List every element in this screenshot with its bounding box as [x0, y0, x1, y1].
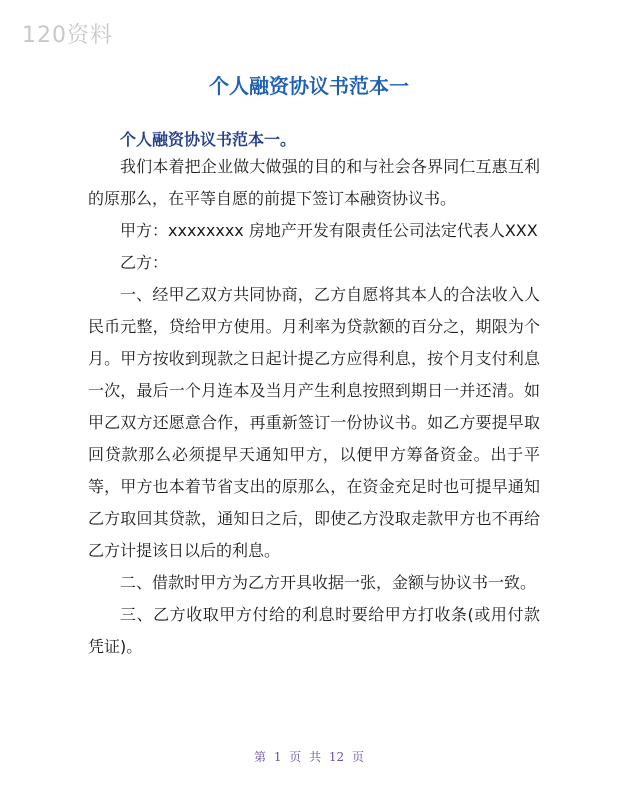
document-title: 个人融资协议书范本一: [209, 74, 409, 98]
paragraph-clause-3: 三、乙方收取甲方付给的利息时要给甲方打收条(或用付款凭证)。: [88, 605, 540, 656]
document-body: [88, 151, 540, 663]
paragraph-clause-1: 一、经甲乙双方共同协商，乙方自愿将其本人的合法收入人民币元整，贷给甲方使用。月利率为贷款额的百分之，期限为个月。甲方按收到现款之日起计提乙方应得利息，按个月支付利息一次，最后一个月连本及当月产生利息按照到期日一并还清。如甲乙双方还愿意合作，再重新签订一份协议书。如乙方要提早取回贷款那么必须提早天通知甲方，以便甲方筹备资金。出于平等，甲方也本着节省支出的原那么，在资金充足时也可提早通知乙方取回其贷款，通知日之后，即使乙方没取走款甲方也不再给乙方计提该日以后的利息。: [88, 285, 540, 560]
paragraph-party-a: 甲方：xxxxxxxx 房地产开发有限责任公司法定代表人XXX: [120, 221, 538, 240]
paragraph-party-b: 乙方：: [120, 253, 169, 272]
watermark: 120资料: [22, 23, 113, 48]
section-heading: 个人融资协议书范本一。: [120, 130, 297, 149]
paragraph-intro: 我们本着把企业做大做强的目的和与社会各界同仁互惠互利的原那么，在平等自愿的前提下签订本融资协议书。: [88, 157, 540, 208]
paragraph-clause-2: 二、借款时甲方为乙方开具收据一张，金额与协议书一致。: [120, 573, 537, 592]
page-indicator: 第 1 页 共 12 页: [254, 750, 364, 764]
